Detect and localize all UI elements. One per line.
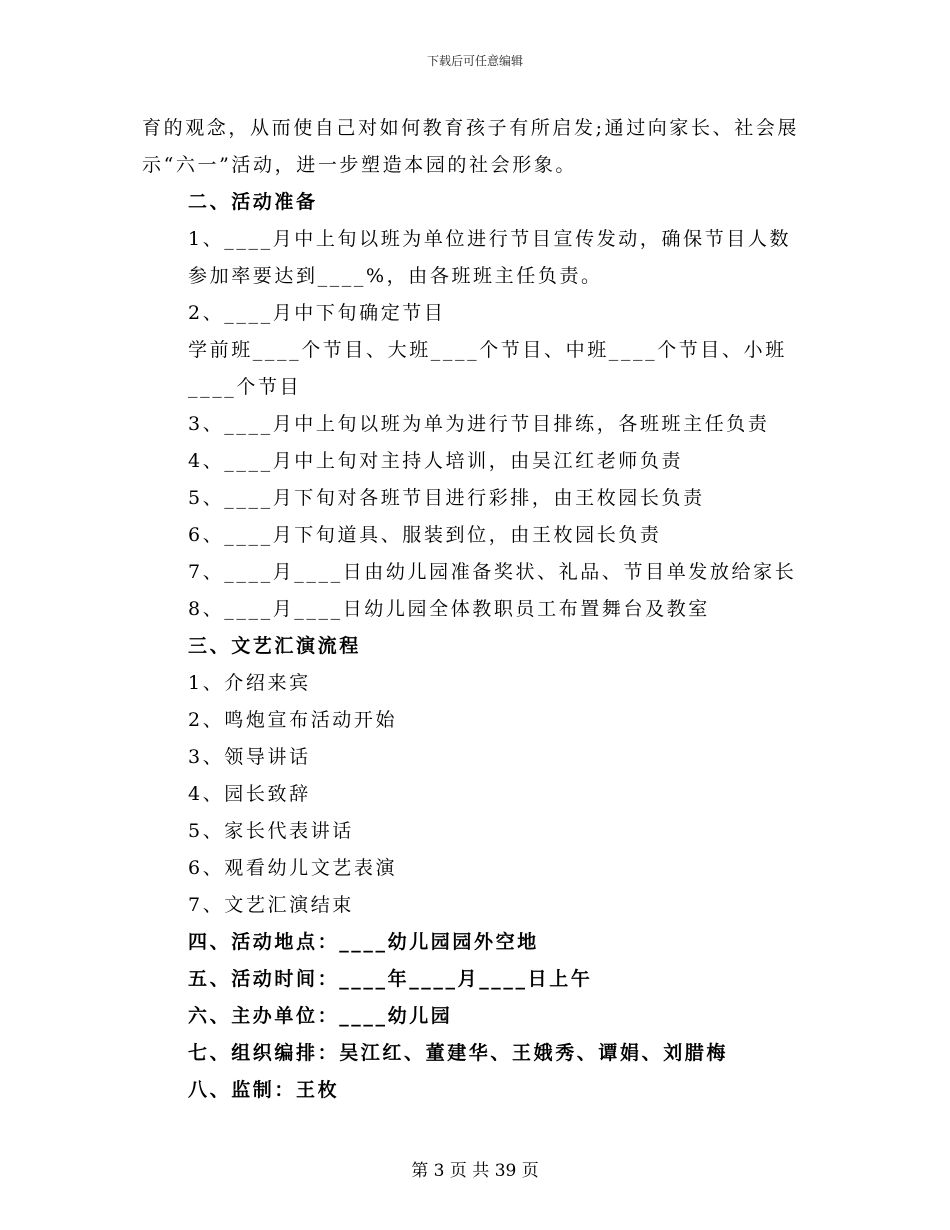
section-2-item-6: 6、____月下旬道具、服装到位，由王枚园长负责 (188, 524, 662, 546)
section-2-item-3: 3、____月中上旬以班为单为进行节目排练，各班班主任负责 (188, 413, 770, 435)
section-3-step: 4、园长致辞 (188, 783, 311, 805)
section-4-venue: 四、活动地点：____幼儿园园外空地 (188, 931, 539, 953)
section-2-item-7: 7、____月____日由幼儿园准备奖状、礼品、节目单发放给家长 (188, 561, 797, 583)
section-5-time: 五、活动时间：____年____月____日上午 (188, 968, 593, 990)
section-8-supervisor: 八、监制：王枚 (188, 1079, 340, 1101)
page-header-note: 下载后可任意编辑 (426, 54, 523, 68)
page-footer: 第 3 页 共 39 页 (411, 1161, 539, 1181)
section-7-arrangement: 七、组织编排：吴江红、董建华、王娥秀、谭娟、刘腊梅 (188, 1042, 729, 1064)
section-3-heading: 三、文艺汇演流程 (188, 635, 361, 657)
section-2-item-5: 5、____月下旬对各班节目进行彩排，由王枚园长负责 (188, 487, 705, 509)
section-3-step: 7、文艺汇演结束 (188, 894, 354, 916)
section-3-step: 6、观看幼儿文艺表演 (188, 857, 398, 879)
document-body (142, 110, 808, 1109)
section-2-item-2-detail: 学前班____个节目、大班____个节目、中班____个节目、小班____个节目 (188, 339, 787, 398)
section-2-heading: 二、活动准备 (188, 191, 318, 213)
section-2-item-4: 4、____月中上旬对主持人培训，由吴江红老师负责 (188, 450, 684, 472)
section-3-step: 3、领导讲话 (188, 746, 311, 768)
section-2-item-2: 2、____月中下旬确定节目 (188, 302, 446, 324)
section-2-item-1: 1、____月中上旬以班为单位进行节目宣传发动，确保节目人数参加率要达到____%，由各班班主任负责。 (188, 228, 792, 287)
section-3-step: 2、鸣炮宣布活动开始 (188, 709, 398, 731)
section-6-organizer: 六、主办单位：____幼儿园 (188, 1005, 453, 1027)
section-3-step: 5、家长代表讲话 (188, 820, 354, 842)
section-2-item-8: 8、____月____日幼儿园全体教职员工布置舞台及教室 (188, 598, 710, 620)
section-3-step: 1、介绍来宾 (188, 672, 311, 694)
intro-paragraph: 育的观念，从而使自己对如何教育孩子有所启发;通过向家长、社会展示“六一”活动，进一步塑造本园的社会形象。 (142, 117, 800, 176)
